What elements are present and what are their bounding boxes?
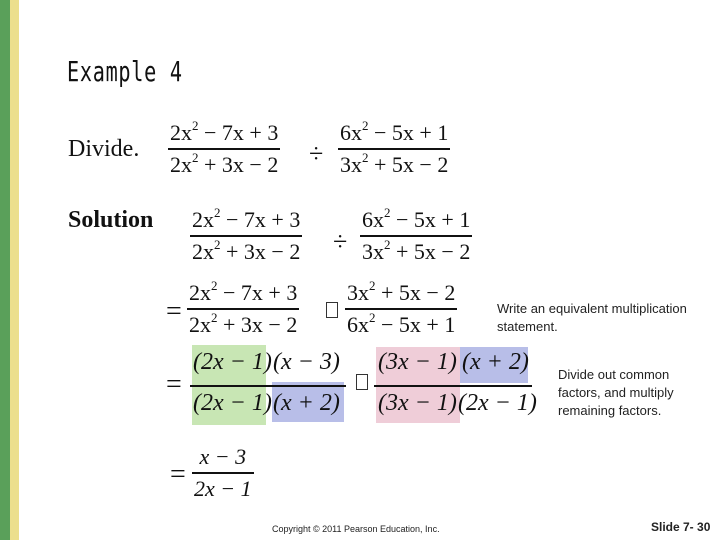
multiply-symbol-placeholder xyxy=(326,302,338,318)
left-accent-bar-green xyxy=(0,0,10,540)
factor-2x-minus-1-den: (2x − 1) xyxy=(193,390,272,416)
solution-label: Solution xyxy=(68,207,154,233)
factor-3x-minus-1-den: (3x − 1) xyxy=(378,390,457,416)
note-equivalent-multiplication: Write an equivalent multiplication statement. xyxy=(497,301,687,334)
slide-title: Example 4 xyxy=(67,55,183,88)
divide-operator: ÷ xyxy=(309,139,324,168)
equals-sign-3: = xyxy=(170,459,186,490)
step2-right-fraction: $3x^2 + 5x - 2$ $6x^2 - 5x + 1$ xyxy=(347,278,456,337)
problem-left-fraction: $2x^2 - 7x + 3$ $2x^2 + 3x - 2$ xyxy=(170,118,279,177)
solution-left-fraction: $2x^2 - 7x + 3$ $2x^2 + 3x - 2$ xyxy=(192,205,301,264)
copyright-footer: Copyright © 2011 Pearson Education, Inc. xyxy=(272,524,440,534)
factor-3x-minus-1-num: (3x − 1) xyxy=(378,349,457,375)
problem-right-fraction: $6x^2 - 5x + 1$ $3x^2 + 5x - 2$ xyxy=(340,118,449,177)
factor-2x-minus-1-den-right: (2x − 1) xyxy=(458,390,537,416)
step3-left-fraction-bar xyxy=(190,385,346,387)
divide-label: Divide. xyxy=(68,136,140,162)
slide-number: Slide 7- 30 xyxy=(651,520,711,534)
step2-left-fraction: $2x^2 - 7x + 3$ $2x^2 + 3x - 2$ xyxy=(189,278,298,337)
note-divide-out-factors: Divide out common factors, and multiply remaining factors. xyxy=(558,367,674,418)
factor-x-plus-2-den: (x + 2) xyxy=(273,390,340,416)
left-accent-bar-yellow xyxy=(10,0,19,540)
factor-2x-minus-1-num: (2x − 1) xyxy=(193,349,272,375)
factor-x-plus-2-num: (x + 2) xyxy=(462,349,529,375)
multiply-symbol-placeholder-2 xyxy=(356,374,368,390)
divide-operator-solution: ÷ xyxy=(333,227,348,256)
equals-sign-1: = xyxy=(166,296,182,327)
answer-fraction: x − 3 2x − 1 xyxy=(194,444,252,501)
factor-x-minus-3-num: (x − 3) xyxy=(273,349,340,375)
solution-right-fraction: $6x^2 - 5x + 1$ $3x^2 + 5x - 2$ xyxy=(362,205,471,264)
step3-right-fraction-bar xyxy=(374,385,532,387)
equals-sign-2: = xyxy=(166,369,182,400)
